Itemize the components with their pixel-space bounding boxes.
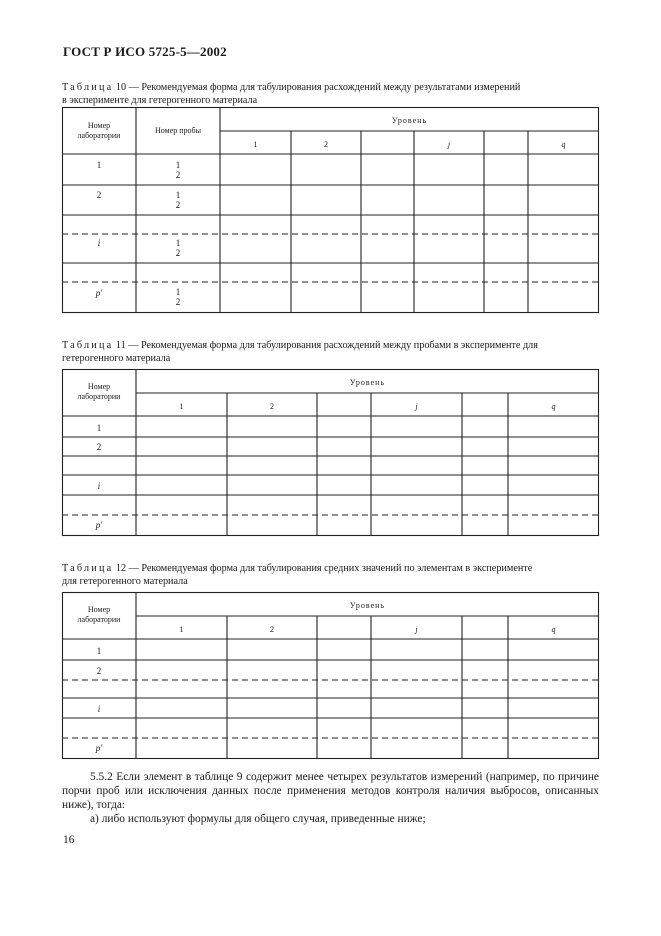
table11-col-lab — [62, 382, 136, 402]
table11-row-lab: 1 — [96, 423, 102, 433]
table11-level-1: 1 — [179, 402, 184, 411]
table10-sample: 2 — [175, 170, 181, 180]
table10-sample: 2 — [175, 200, 181, 210]
table12-row-lab: p' — [95, 743, 103, 753]
table12-row-lab: 1 — [96, 646, 102, 656]
table11-level-j: j — [415, 402, 418, 411]
table10-row-lab: 1 — [96, 160, 102, 170]
page-number: 16 — [63, 834, 75, 846]
table10-row-samples — [136, 238, 220, 258]
table10-row-lab: i — [97, 238, 101, 248]
table12-level-2: 2 — [270, 625, 274, 634]
table11-col-lab-line1: Номер — [87, 382, 111, 391]
table10-col-lab-line2: лаборатории — [77, 131, 121, 140]
table11-level-q: q — [551, 402, 556, 411]
table11-caption-line2: гетерогенного материала — [62, 353, 171, 364]
table10-row-lab: p' — [95, 288, 103, 298]
table11-col-level: Уровень — [349, 378, 386, 387]
table10-caption-line2: в эксперименте для гетерогенного материала — [62, 95, 258, 106]
table12-col-lab-line1: Номер — [87, 605, 111, 614]
table-10 — [62, 107, 599, 313]
table10-col-sample: Номер пробы — [155, 126, 201, 135]
table11-col-lab-line2: лаборатории — [77, 392, 121, 401]
table11-caption-text: 11 — Рекомендуемая форма для табулирования расхождений между пробами в эксперименте для — [113, 340, 538, 351]
table12-col-level: Уровень — [349, 601, 386, 610]
table-11 — [62, 369, 599, 536]
table10-sample: 1 — [175, 238, 181, 248]
table10-sample: 1 — [175, 287, 181, 297]
list-item-a: а) либо используют формулы для общего случая, приведенные ниже; — [90, 813, 426, 825]
document-header: ГОСТ Р ИСО 5725-5—2002 — [63, 44, 227, 59]
table12-caption-label: Таблица — [62, 563, 114, 574]
table11-caption-label: Таблица — [62, 340, 114, 351]
table12-row-lab: 2 — [96, 666, 102, 676]
table12-level-j: j — [415, 625, 418, 634]
table12-level-q: q — [551, 625, 556, 634]
table10-sample: 1 — [175, 160, 181, 170]
table11-level-2: 2 — [270, 402, 274, 411]
table10-sample: 2 — [175, 248, 181, 258]
table12-row-lab: i — [97, 704, 101, 714]
table11-row-lab: i — [97, 481, 101, 491]
table12-grid — [62, 592, 599, 759]
table10-row-samples — [136, 160, 220, 180]
table12-caption — [62, 562, 599, 588]
table10-level-1: 1 — [253, 140, 258, 149]
table10-row-samples — [136, 190, 220, 210]
table10-sample: 2 — [175, 297, 181, 307]
table11-caption — [62, 339, 599, 365]
table10-caption-label: Таблица — [62, 82, 114, 93]
table11-row-lab: p' — [95, 520, 103, 530]
table10-col-lab-line1: Номер — [87, 121, 111, 130]
table12-caption-text: 12 — Рекомендуемая форма для табулирования средних значений по элементам в эксперименте — [113, 563, 533, 574]
table12-caption-line2: для гетерогенного материала — [62, 576, 188, 587]
table-12 — [62, 592, 599, 759]
paragraph-5-5-2: 5.5.2 Если элемент в таблице 9 содержит менее четырех результатов измерений (например, по причине порчи проб или исключения данных после применения методов контроля наличия выбросов, описанных ниже), тогда: — [62, 771, 599, 811]
table10-col-level: Уровень — [391, 116, 428, 125]
table10-caption — [62, 81, 599, 107]
table12-col-lab — [62, 605, 136, 625]
table10-row-samples — [136, 287, 220, 307]
table12-level-1: 1 — [179, 625, 184, 634]
table10-caption-text: 10 — Рекомендуемая форма для табулирования расхождений между результатами измерений — [113, 82, 521, 93]
table11-row-lab: 2 — [96, 442, 102, 452]
table10-grid — [62, 107, 599, 313]
table10-sample: 1 — [175, 190, 181, 200]
table10-col-lab — [62, 121, 136, 141]
table11-grid — [62, 369, 599, 536]
table10-level-q: q — [561, 140, 566, 149]
table10-level-2: 2 — [324, 140, 328, 149]
table10-level-j: j — [447, 140, 451, 149]
table12-col-lab-line2: лаборатории — [77, 615, 121, 624]
table10-row-lab: 2 — [96, 190, 102, 200]
